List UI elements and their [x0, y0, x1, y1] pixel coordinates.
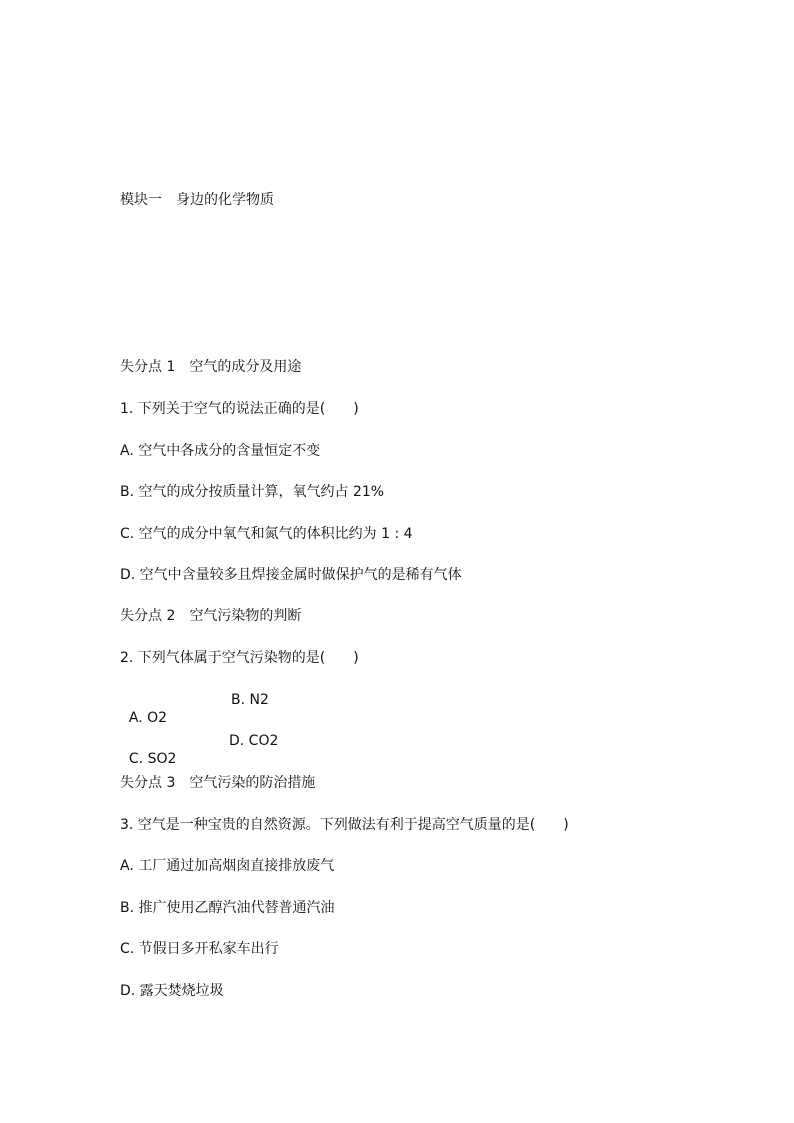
question-2-option-c: C. SO2: [128, 751, 177, 767]
question-3: 3. 空气是一种宝贵的自然资源。下列做法有利于提高空气质量的是( ): [120, 817, 569, 833]
question-3-option-d: D. 露天焚烧垃圾: [120, 983, 224, 999]
question-3-option-b: B. 推广使用乙醇汽油代替普通汽油: [120, 900, 335, 916]
question-1-option-b: B. 空气的成分按质量计算，氧气约占 21%: [120, 484, 385, 500]
module-title: 模块一 身边的化学物质: [120, 192, 274, 208]
question-1-option-d: D. 空气中含量较多且焊接金属时做保护气的是稀有气体: [120, 567, 462, 583]
question-1: 1. 下列关于空气的说法正确的是( ): [120, 401, 359, 417]
question-2-option-b: B. N2: [231, 692, 269, 708]
question-2-option-a: A. O2: [128, 710, 168, 726]
question-2-option-d: D. CO2: [229, 733, 279, 749]
section-heading-3: 失分点 3 空气污染的防治措施: [120, 775, 316, 791]
question-3-option-a: A. 工厂通过加高烟囱直接排放废气: [120, 858, 335, 874]
question-3-option-c: C. 节假日多开私家车出行: [120, 941, 279, 957]
question-1-option-a: A. 空气中各成分的含量恒定不变: [120, 443, 321, 459]
section-heading-2: 失分点 2 空气污染物的判断: [120, 608, 302, 624]
section-heading-1: 失分点 1 空气的成分及用途: [120, 359, 302, 375]
question-1-option-c: C. 空气的成分中氧气和氮气的体积比约为 1 : 4: [120, 526, 413, 542]
question-2: 2. 下列气体属于空气污染物的是( ): [120, 650, 359, 666]
